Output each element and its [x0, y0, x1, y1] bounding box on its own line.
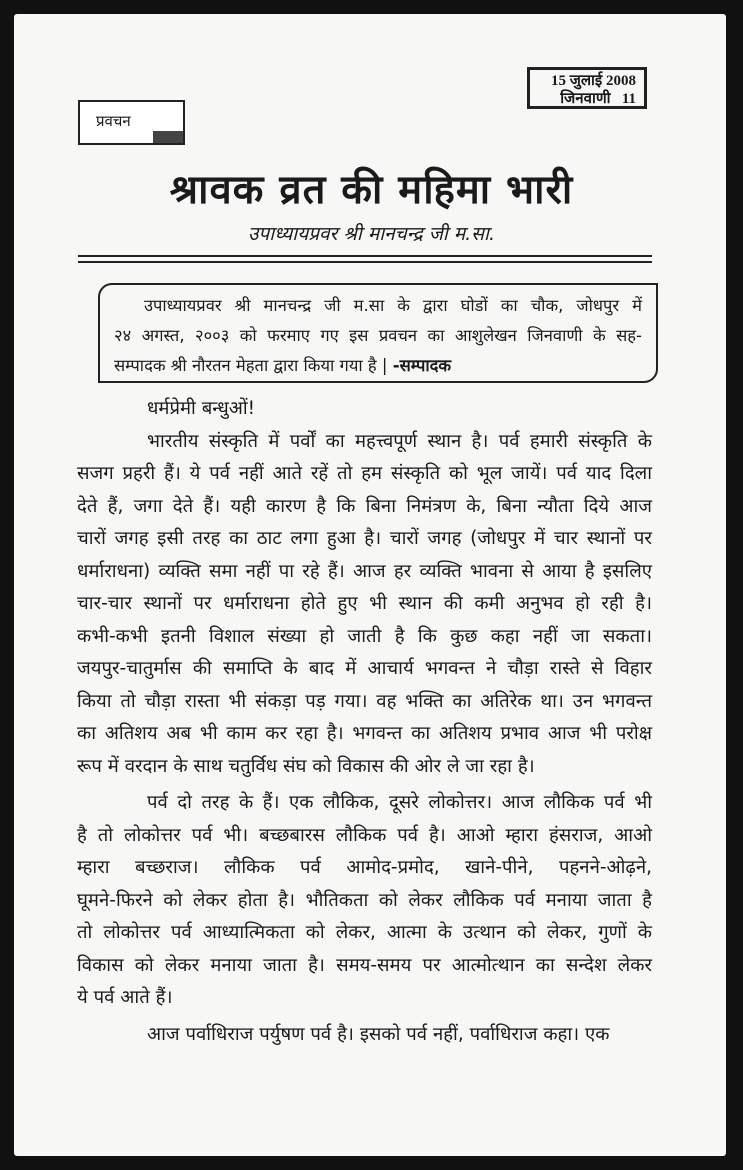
section-label-box [78, 100, 185, 145]
body-line: चार-चार स्थानों पर धर्माराधना होते हुए भी स्थान की कमी अनुभव हो रही है। [77, 593, 652, 614]
body-line: धर्माराधना) व्यक्ति समा नहीं पा रहे हैं। आज हर व्यक्ति भावना से आया है इसलिए [77, 560, 652, 582]
publication-page [530, 90, 636, 108]
issue-info-box [527, 67, 647, 109]
body-line: किया तो चौड़ा रास्ता भी संकड़ा पड़ गया। वह भक्ति का अतिरेक था। उन भगवन्त [77, 690, 652, 712]
editor-note-line [114, 351, 642, 381]
editor-signature: -सम्पादक [392, 356, 452, 375]
section-label-shade [153, 131, 183, 143]
article-author: उपाध्यायप्रवर श्री मानचन्द्र जी म.सा. [248, 223, 495, 245]
divider-bottom [78, 261, 652, 263]
section-label: प्रवचन [96, 112, 131, 130]
page-number: 11 [621, 91, 636, 107]
publication-name: जिनवाणी [560, 91, 611, 107]
body-line: जयपुर-चातुर्मास की समाप्ति के बाद में आचार्य भगवन्त ने चौड़ा रास्ते से विहार [77, 658, 652, 679]
body-line: तो लोकोत्तर पर्व आध्यात्मिकता को लेकर, आत्मा के उत्थान को लेकर, गुणों के [77, 922, 652, 943]
body-line: चारों जगह इसी तरह का ठाट लगा हुआ है। चारों जगह (जोधपुर में चार स्थानों पर [77, 528, 652, 549]
body-line: है तो लोकोत्तर पर्व भी। बच्छबारस लौकिक पर्व है। आओ म्हारा हंसराज, आओ [77, 824, 652, 846]
issue-date: 15 जुलाई 2008 [550, 73, 636, 89]
editor-note-line: उपाध्यायप्रवर श्री मानचन्द्र जी म.सा के द्वारा घोडों का चौक, जोधपुर में [144, 296, 642, 315]
salutation: धर्मप्रेमी बन्धुओं! [147, 398, 256, 419]
editor-note-box [98, 283, 658, 383]
body-line: देते हैं, जगा देते हैं। यही कारण है कि बिना निमंत्रण के, बिना न्यौता दिये आज [77, 495, 652, 517]
editor-note-line: २४ अगस्त, २००३ को फरमाए गए इस प्रवचन का आशुलेखन जिनवाणी के सह- [114, 326, 642, 345]
body-line: म्हारा बच्छराज। लौकिक पर्व आमोद-प्रमोद, खाने-पीने, पहनने-ओढ़ने, [77, 857, 652, 878]
body-line: घूमने-फिरने को लेकर होता है। भौतिकता को लेकर लौकिक पर्व मनाया जाता है [77, 889, 652, 911]
editor-note-text: सम्पादक श्री नौरतन मेहता द्वारा किया गया है | [114, 356, 388, 375]
body-line: कभी-कभी इतनी विशाल संख्या हो जाती है कि कुछ कहा नहीं जा सकता। [77, 625, 652, 647]
body-line: सजग प्रहरी हैं। ये पर्व नहीं आते रहें तो हम संस्कृति को भूल जायें। पर्व याद दिला [77, 463, 652, 484]
body-line: विकास को लेकर मनाया जाता है। समय-समय पर आत्मोत्थान का सन्देश लेकर [77, 954, 652, 976]
body-line: भारतीय संस्कृति में पर्वों का महत्त्वपूर्ण स्थान है। पर्व हमारी संस्कृति के [147, 430, 652, 452]
body-line: का अतिशय अब भी काम कर रहा है। भगवन्त का अतिशय प्रभाव आज भी परोक्ष [77, 723, 652, 744]
body-line: रूप में वरदान के साथ चतुर्विध संघ को विकास की ओर ले जा रहा है। [77, 755, 535, 777]
body-line: पर्व दो तरह के हैं। एक लौकिक, दूसरे लोकोत्तर। आज लौकिक पर्व भी [147, 792, 652, 813]
article-body [77, 393, 652, 1051]
divider-top [78, 255, 652, 257]
body-line: आज पर्वाधिराज पर्युषण पर्व है। इसको पर्व नहीं, पर्वाधिराज कहा। एक [147, 1023, 610, 1045]
article-title: श्रावक व्रत की महिमा भारी [169, 167, 574, 213]
body-line: ये पर्व आते हैं। [77, 987, 173, 1008]
